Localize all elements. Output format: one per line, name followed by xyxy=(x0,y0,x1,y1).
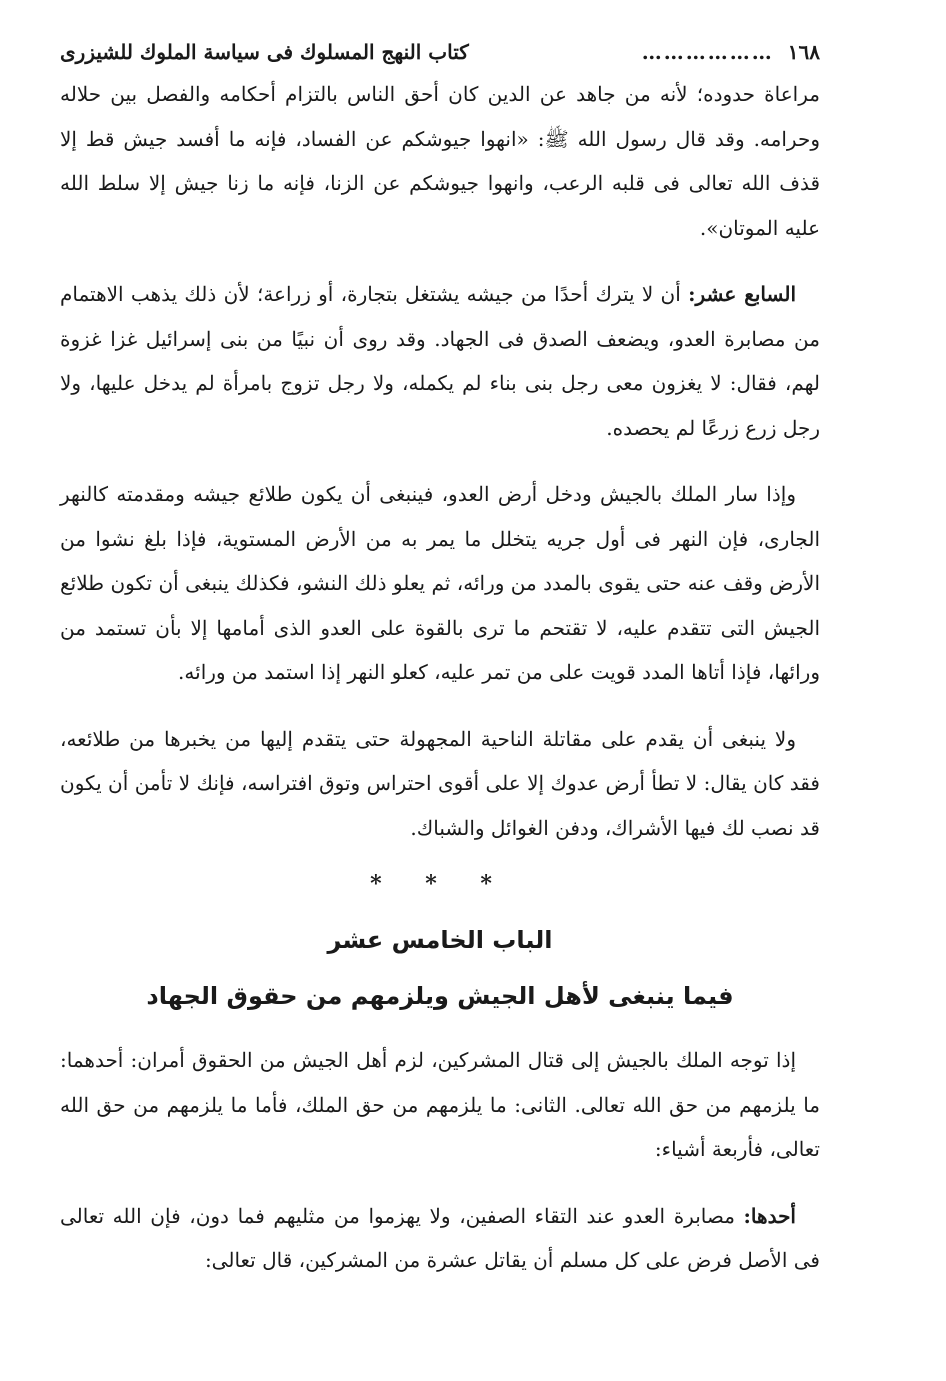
paragraph-6-text: مصابرة العدو عند التقاء الصفين، ولا يهزموا من مثليهم فما دون، فإن الله تعالى فى الأصل فرض على كل مسلم أن يقاتل عشرة من المشركين، قال تعالى: xyxy=(60,1203,820,1272)
paragraph-6 xyxy=(60,1194,820,1283)
book-title: كتاب النهج المسلوك فى سياسة الملوك للشيزرى xyxy=(60,40,469,64)
paragraph-1: مراعاة حدوده؛ لأنه من جاهد عن الدين كان أحق الناس بالتزام أحكامه والفصل بين حلاله وحرامه. وقد قال رسول الله ﷺ: «انهوا جيوشكم عن الفساد، فإنه ما أفسد جيش قط إلا قذف الله تعالى فى قلبه الرعب، وانهوا جيوشكم عن الزنا، فإنه ما زنا جيش إلا سلط الله عليه الموتان». xyxy=(60,82,820,240)
paragraph-2-text: أن لا يترك أحدًا من جيشه يشتغل بتجارة، أو زراعة؛ لأن ذلك يذهب الاهتمام من مصابرة العدو، ويضعف الصدق فى الجهاد. وقد روى أن نبيًا من بنى إسرائيل غزا غزوة لهم، فقال: لا يغزون معى رجل بنى بناء لم يكمله، ولا رجل تزوج بامرأة لم يدخل عليها، ولا رجل زرع زرعًا لم يحصده. xyxy=(60,282,820,440)
paragraph-3: وإذا سار الملك بالجيش ودخل أرض العدو، فينبغى أن يكون طلائع جيشه ومقدمته كالنهر الجارى، فإن النهر فى أول جريه يتخلل ما يمر به من الأرض المستوية، فإذا بلغ نشوا من الأرض وقف عنه حتى يقوى بالمدد من ورائه، ثم يعلو ذلك النشو، فكذلك ينبغى أن تكون طلائع الجيش التى تتقدم عليه، لا تقتحم ما ترى بالقوة على العدو الذى أمامها إلا بأن تستمد من ورائها، فإذا أتاها المدد قويت على من تمر عليه، كعلو النهر إذا استمد من ورائه. xyxy=(60,482,820,684)
section-separator-stars: * * * xyxy=(370,871,510,897)
header-leader-dots: ……………… xyxy=(641,40,774,64)
chapter-title: الباب الخامس عشر xyxy=(327,926,553,954)
paragraph-4: ولا ينبغى أن يقدم على مقاتلة الناحية المجهولة حتى يتقدم إليها من يخبرها من طلائعه، فقد كان يقال: لا تطأ أرض عدوك إلا على أقوى احتراس وتوق افتراسه، فإنك لا تأمن أن يكون قد نصب لك فيها الأشراك، ودفن الغوائل والشباك. xyxy=(60,726,820,840)
paragraph-5: إذا توجه الملك بالجيش إلى قتال المشركين، لزم أهل الجيش من الحقوق أمران: أحدهما: ما يلزمهم من حق الله تعالى. الثانى: ما يلزمهم من حق الملك، فأما ما يلزمهم من حق الله تعالى، فأربعة أشياء: xyxy=(60,1048,821,1161)
paragraph-6-lead: أحدها: xyxy=(743,1203,796,1228)
running-header xyxy=(60,38,820,72)
book-page xyxy=(60,38,820,1283)
paragraph-2-lead: السابع عشر: xyxy=(688,282,796,306)
chapter-subtitle: فيما ينبغى لأهل الجيش ويلزمهم من حقوق الجهاد xyxy=(146,982,734,1010)
page-number: ١٦٨ xyxy=(787,40,820,64)
paragraph-2 xyxy=(60,272,820,450)
